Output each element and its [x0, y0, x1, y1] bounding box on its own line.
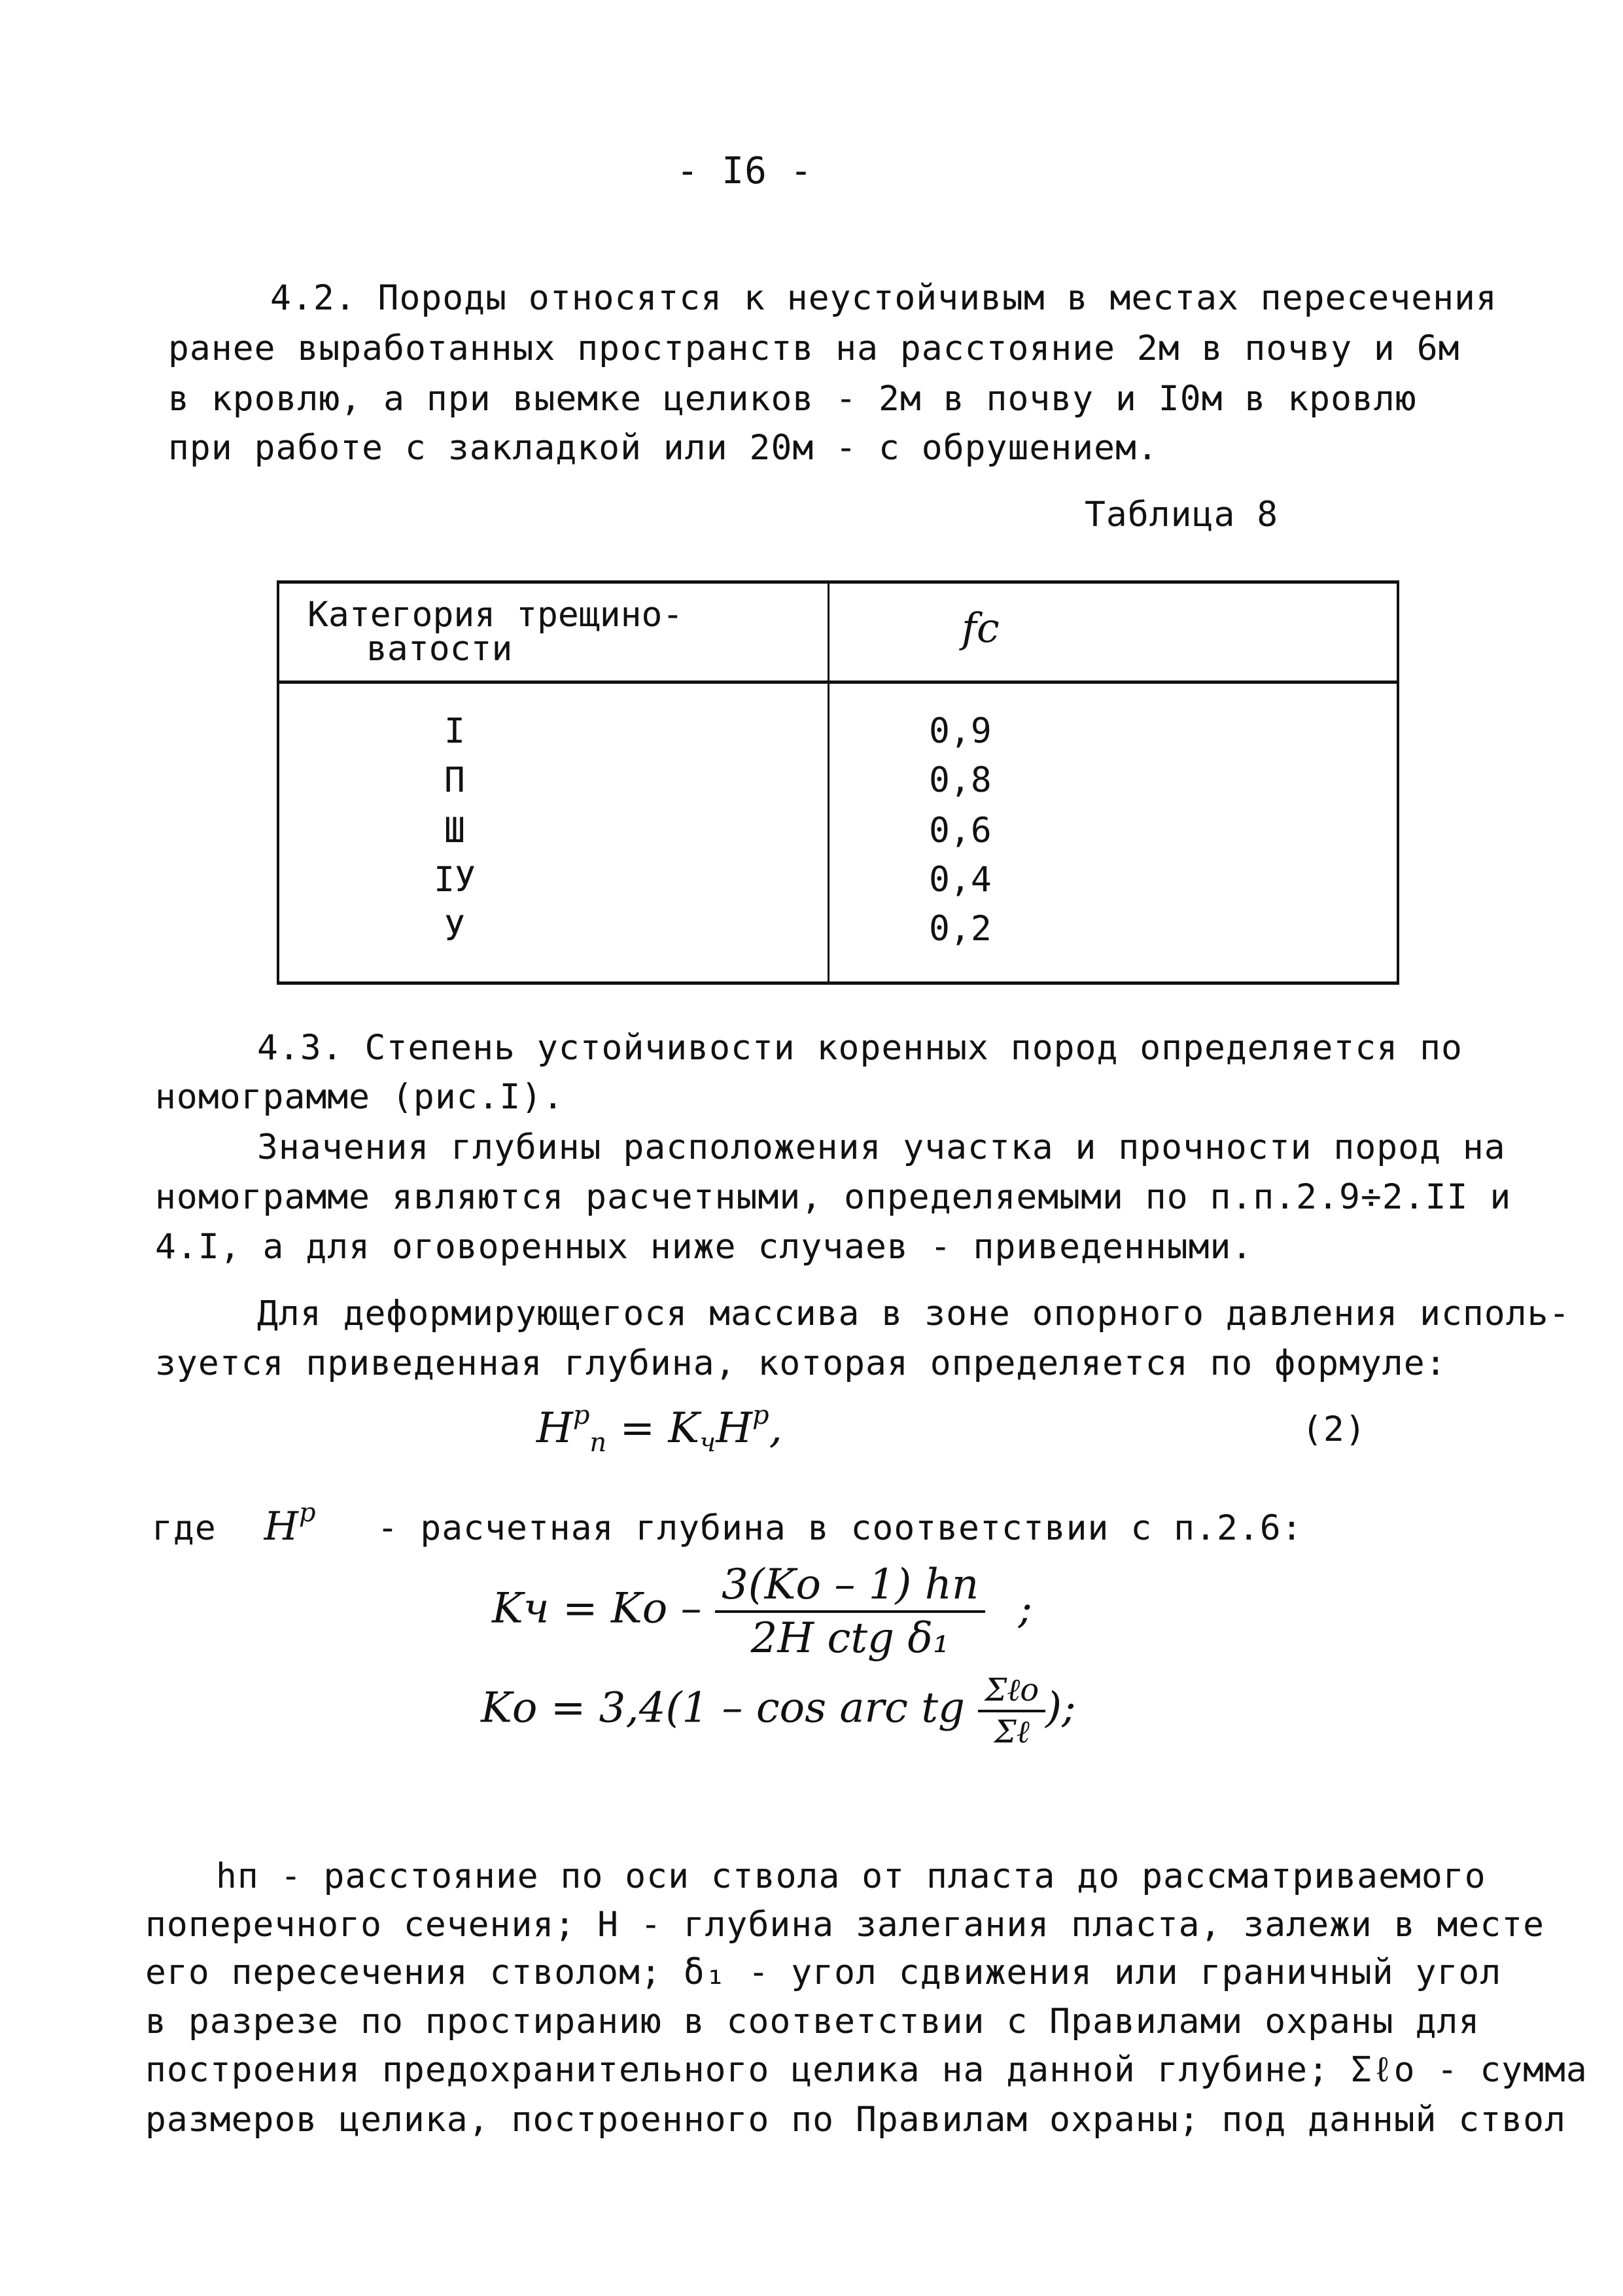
para-deform-line-2: зуется приведенная глубина, которая определяется по формуле: [155, 1343, 1447, 1383]
where-prefix: где [152, 1508, 217, 1548]
table-row-4-value: 0,4 [929, 860, 992, 900]
table-caption: Таблица 8 [1085, 495, 1279, 535]
formula-2-lhs-sup: р [572, 1400, 590, 1430]
para-values-line-1: Значения глубины расположения участка и прочности пород на [257, 1127, 1506, 1167]
definitions-line-4: в разрезе по простиранию в соответствии с Правилами охраны для [145, 2002, 1480, 2041]
table-row-1-value: 0,9 [929, 711, 992, 751]
table-right-border [1397, 580, 1399, 985]
formula-k0-lhs: Kо = 3,4(1 – cos arc tg [481, 1684, 965, 1733]
formula-2-k: K [668, 1404, 700, 1453]
table-row-5-value: 0,2 [929, 909, 992, 949]
formula-2-rhs: H [716, 1404, 753, 1453]
formula-2-lhs: H [536, 1404, 573, 1453]
header-fc: fс [962, 604, 1000, 652]
table-top-rule [277, 580, 1399, 584]
definitions-line-3: его пересечения стволом; δ₁ - угол сдвижения или граничный угол [145, 1952, 1502, 1992]
table-left-border [277, 580, 279, 985]
formula-2-rhs-sup: р [752, 1400, 769, 1430]
where-symbol: H [264, 1504, 299, 1549]
formula-k4 [492, 1561, 1032, 1663]
para-4-2-line-3: в кровлю, а при выемке целиков - 2м в почву и I0м в кровлю [168, 379, 1417, 419]
para-values-line-3: 4.I, а для оговоренных ниже случаев - приведенными. [155, 1227, 1253, 1267]
definitions-line-2: поперечного сечения; Н - глубина залегания пласта, залежи в месте [145, 1905, 1545, 1945]
formula-2-tail: , [769, 1404, 782, 1453]
formula-k4-numerator: 3(Kо – 1) hп [715, 1561, 985, 1613]
table-row-3-value: 0,6 [929, 811, 992, 851]
where-symbol-sup: р [298, 1498, 317, 1528]
formula-k4-denominator: 2H ctg δ₁ [750, 1614, 950, 1663]
page-number: - I6 - [676, 150, 813, 192]
para-4-2-line-4: при работе с закладкой или 20м - с обрушением. [168, 428, 1159, 468]
header-category-line-1: Категория трещино- [307, 595, 684, 635]
para-4-2-line-2: ранее выработанных пространств на расстояние 2м в почву и 6м [168, 328, 1460, 368]
para-4-3-line-1: 4.3. Степень устойчивости коренных пород определяется по [257, 1028, 1463, 1068]
table-row-3-category: Ш [444, 811, 465, 851]
formula-k0 [481, 1672, 1076, 1750]
table-bottom-rule [277, 981, 1399, 985]
table-row-5-category: У [444, 909, 465, 949]
para-values-line-2: номограмме являются расчетными, определяемыми по п.п.2.9÷2.II и [155, 1177, 1512, 1217]
definitions-line-5: построения предохранительного целика на данной глубине; Σℓо - сумма [145, 2050, 1588, 2090]
table-row-4-category: IУ [434, 860, 476, 900]
header-category-line-2: ватости [366, 629, 513, 669]
table-row-2-value: 0,8 [929, 760, 992, 800]
formula-2 [536, 1400, 782, 1458]
formula-k0-numerator: Σℓо [978, 1672, 1045, 1712]
formula-k4-tail: ; [1018, 1584, 1033, 1633]
formula-k0-denominator: Σℓ [994, 1714, 1030, 1750]
formula-k0-fraction [978, 1672, 1045, 1750]
table-row-1-category: I [444, 711, 465, 751]
formula-2-number: (2) [1302, 1409, 1367, 1449]
formula-2-lhs-sub: п [589, 1428, 607, 1458]
formula-2-k-sub: ч [699, 1428, 716, 1458]
table-header-rule [277, 680, 1399, 684]
table-row-2-category: П [444, 760, 465, 800]
formula-k4-lhs: Kч = Kо – [492, 1584, 702, 1633]
table-column-divider [828, 580, 829, 985]
para-deform-line-1: Для деформирующегося массива в зоне опорного давления исполь- [257, 1294, 1571, 1333]
formula-2-eq: = [606, 1404, 669, 1453]
definitions-line-1: hп - расстояние по оси ствола от пласта до рассматриваемого [216, 1856, 1486, 1896]
formula-k4-fraction [715, 1561, 985, 1663]
where-line [152, 1493, 1303, 1548]
para-4-2-line-1: 4.2. Породы относятся к неустойчивым в местах пересечения [270, 278, 1497, 318]
para-4-3-line-2: номограмме (рис.I). [155, 1077, 565, 1117]
formula-k0-tail: ); [1045, 1684, 1076, 1733]
where-text: - расчетная глубина в соответствии с п.2.6: [377, 1508, 1303, 1548]
definitions-line-6: размеров целика, построенного по Правилам охраны; под данный ствол [145, 2100, 1566, 2140]
